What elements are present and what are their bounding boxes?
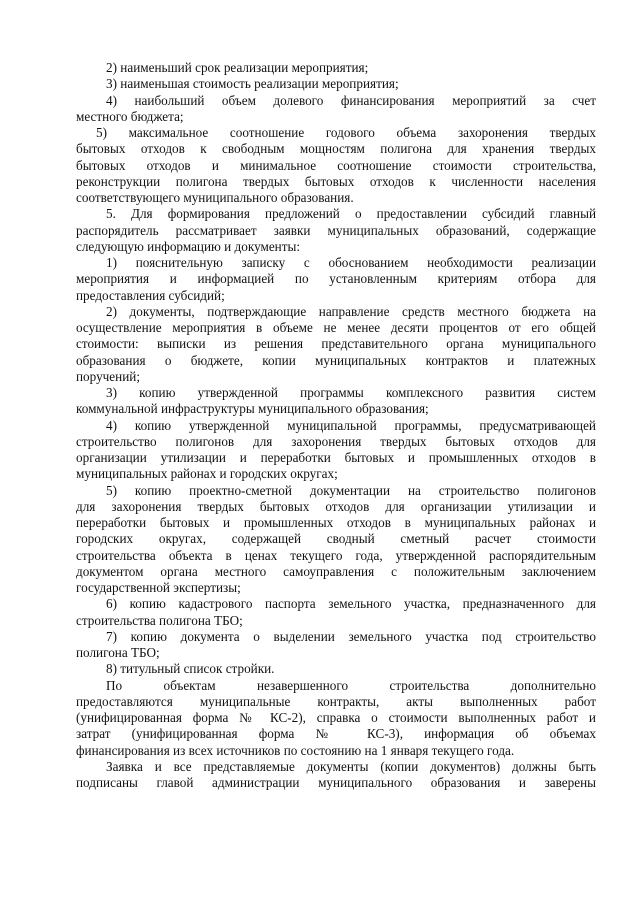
text-line: Заявка и все представляемые документы (копии документов) должны быть: [106, 758, 596, 774]
text-line: подписаны главой администрации муниципального образования и заверены: [76, 775, 596, 790]
text-line: муниципальных районах и городских округах;: [76, 466, 338, 482]
text-line: переработки бытовых и промышленных отходов в муниципальных районах и: [76, 515, 596, 530]
text-line: мероприятия и информацией по установленным критериям отбора для: [76, 271, 596, 287]
text-line: строительства объекта в ценах текущего года, утвержденной распорядительным: [76, 547, 596, 563]
text-line: 1) пояснительную записку с обоснованием необходимости реализации: [106, 255, 596, 270]
text-line: 3) копию утвержденной программы комплексного развития систем: [106, 385, 596, 400]
text-line: (унифицированная форма № КС-2), справка о стоимости выполненных работ и: [76, 710, 596, 725]
text-line: соответствующего муниципального образования.: [76, 190, 354, 205]
text-line: 4) копию утвержденной муниципальной программы, предусматривающей: [106, 417, 596, 433]
text-line: 2) наименьший срок реализации мероприятия;: [106, 60, 369, 75]
text-line: осуществление мероприятия в объеме не менее десяти процентов от его общей: [76, 320, 596, 335]
text-line: 5. Для формирования предложений о предоставлении субсидий главный: [106, 206, 596, 222]
text-line: предоставления субсидий;: [76, 287, 225, 303]
text-line: строительства полигона ТБО;: [76, 612, 243, 628]
text-line: 4) наибольший объем долевого финансирования мероприятий за счет: [106, 92, 596, 108]
text-line: 8) титульный список стройки.: [106, 661, 275, 677]
text-line: финансирования из всех источников по состоянию на 1 января текущего года.: [76, 742, 515, 758]
text-line: предоставляются муниципальные контракты, акты выполненных работ: [76, 693, 596, 709]
text-line: распорядитель рассматривает заявки муниципальных образований, содержащие: [76, 222, 596, 238]
text-line: поручений;: [76, 368, 140, 384]
text-line: 7) копию документа о выделении земельного участка под строительство: [106, 628, 596, 644]
text-line: 3) наименьшая стоимость реализации мероприятия;: [106, 76, 399, 92]
text-line: для захоронения твердых бытовых отходов для организации утилизации и: [76, 498, 596, 514]
text-line: строительство полигонов для захоронения твердых бытовых отходов для: [76, 433, 596, 449]
text-line: следующую информацию и документы:: [76, 238, 301, 254]
text-line: стоимости: выписки из решения представительного органа муниципального: [76, 336, 596, 352]
text-line: затрат (унифицированная форма № КС-3), информация об объемах: [76, 726, 596, 742]
text-line: коммунальной инфраструктуры муниципального образования;: [76, 401, 429, 417]
text-line: 5) копию проектно-сметной документации на строительство полигонов: [106, 482, 596, 498]
text-line: По объектам незавершенного строительства дополнительно: [106, 677, 596, 693]
text-line: местного бюджета;: [76, 108, 184, 124]
text-line: государственной экспертизы;: [76, 580, 241, 595]
text-line: 6) копию кадастрового паспорта земельного участка, предназначенного для: [106, 596, 596, 612]
text-line: образования о бюджете, копии муниципальных контрактов и платежных: [76, 352, 596, 368]
text-line: реконструкции полигона твердых бытовых отходов к численности населения: [76, 173, 596, 189]
text-line: полигона ТБО;: [76, 645, 160, 660]
text-line: 5) максимальное соотношение годового объема захоронения твердых: [96, 125, 596, 140]
text-line: городских округах, содержащей сводный сметный расчет стоимости: [76, 531, 596, 547]
text-line: организации утилизации и переработки бытовых и промышленных отходов в: [76, 450, 596, 465]
text-line: бытовых отходов к свободным мощностям полигона для хранения твердых: [76, 141, 596, 157]
document-page: [76, 60, 596, 791]
text-line: 2) документы, подтверждающие направление средств местного бюджета на: [106, 303, 596, 319]
text-line: бытовых отходов и минимальное соотношение стоимости строительства,: [76, 157, 596, 173]
text-line: документом органа местного самоуправления с положительным заключением: [76, 563, 596, 579]
